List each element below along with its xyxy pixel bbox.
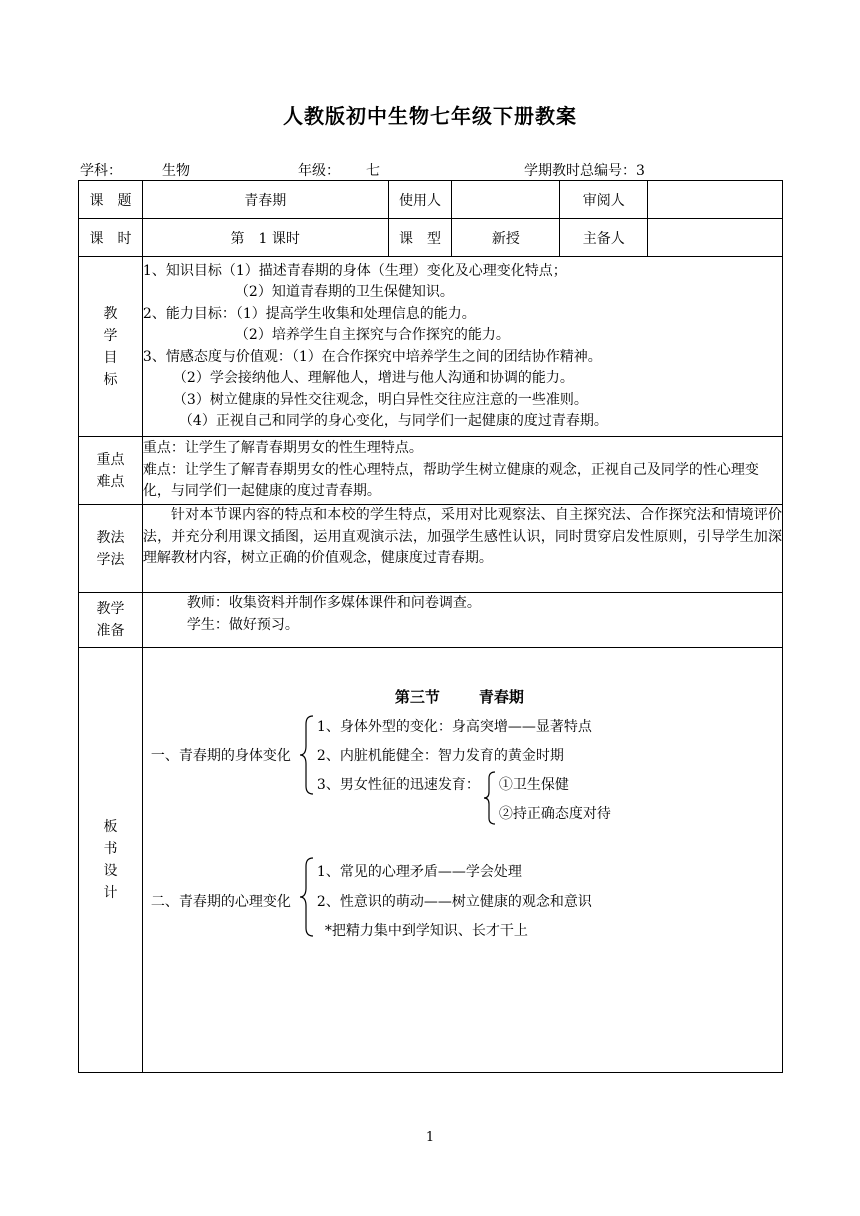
page-number: 1	[425, 1130, 435, 1145]
board-heading-topic: 青春期	[478, 688, 524, 706]
methods-content: 针对本节课内容的特点和本校的学生特点，采用对比观察法、自主探究法、合作探究法和情境评价法，并充分利用课文插图，运用直观演示法，加强学生感性认识，同时贯穿启发性原则，引导学生加深理解教材内容，树立正确的价值观念，健康度过青春期。	[142, 505, 782, 593]
part1-title: 一、青春期的身体变化	[150, 748, 291, 764]
board-design-label: 板 书 设 计	[79, 648, 143, 1073]
key-points-content: 重点：让学生了解青春期男女的性生理特点。 难点：让学生了解青春期男女的性心理特点，帮助学生树立健康的观念，正视自己及同学的性心理变化，与同学们一起健康的度过青春期。	[142, 437, 782, 505]
part2-item-3: *把精力集中到学知识、长才干上	[324, 923, 528, 939]
methods-row	[79, 505, 783, 593]
objectives-label: 教 学 目 标	[79, 257, 143, 437]
key-points-label: 重点 难点	[79, 437, 143, 505]
lesson-plan-table	[78, 180, 783, 1073]
objectives-row	[79, 257, 783, 437]
reviewer-label: 审阅人	[560, 181, 648, 219]
serial-number: 学期教时总编号：3	[524, 163, 645, 179]
user-label: 使用人	[388, 181, 452, 219]
part2-brace	[299, 856, 315, 938]
table-row	[79, 181, 783, 219]
subject-label: 学科：	[80, 163, 122, 179]
preparer-value	[648, 219, 783, 257]
part1-item-2: 2、内脏机能健全：智力发育的黄金时期	[316, 748, 564, 764]
part1-sub-1: ①卫生保健	[498, 777, 569, 793]
part2-item-2: 2、性意识的萌动——树立健康的观念和意识	[316, 894, 592, 910]
type-label: 课 型	[388, 219, 452, 257]
topic-value: 青春期	[142, 181, 388, 219]
part2-title: 二、青春期的心理变化	[150, 894, 291, 910]
type-value: 新授	[452, 219, 560, 257]
board-heading-section: 第三节	[394, 688, 440, 706]
table-row	[79, 219, 783, 257]
preparation-label: 教学 准备	[79, 593, 143, 648]
period-label: 课 时	[79, 219, 143, 257]
board-design-content	[142, 648, 782, 1073]
preparer-label: 主备人	[560, 219, 648, 257]
part1-sub-brace	[483, 770, 497, 826]
period-value: 第 1 课时	[142, 219, 388, 257]
key-points-row	[79, 437, 783, 505]
subject-value: 生物	[162, 163, 190, 179]
part1-item-1: 1、身体外型的变化：身高突增——显著特点	[316, 719, 592, 735]
part1-brace	[299, 714, 315, 796]
grade-label: 年级：	[298, 163, 340, 179]
part2-item-1: 1、常见的心理矛盾——学会处理	[316, 864, 522, 880]
user-value	[452, 181, 560, 219]
document-title: 人教版初中生物七年级下册教案	[283, 104, 577, 128]
topic-label: 课 题	[79, 181, 143, 219]
objectives-content: 1、知识目标（1）描述青春期的身体（生理）变化及心理变化特点； （2）知道青春期的卫生保健知识。 2、能力目标：（1）提高学生收集和处理信息的能力。 （2）培养学生自主探究与合作探究的能力。 3、情感态度与价值观：（1）在合作探究中培养学生之间的团结协作精神。 （2）学会接纳他人、理解他人，增进与他人沟通和协调的能力。 （3）树立健康的异性交往观念，明白异性交往应注意的一些准则。 （4）正视自己和同学的身心变化，与同学们一起健康的度过青春期。	[142, 257, 782, 437]
preparation-row	[79, 593, 783, 648]
methods-label: 教法 学法	[79, 505, 143, 593]
reviewer-value	[648, 181, 783, 219]
part1-sub-2: ②持正确态度对待	[498, 806, 611, 822]
board-design-row	[79, 648, 783, 1073]
preparation-content: 教师：收集资料并制作多媒体课件和问卷调查。 学生：做好预习。	[142, 593, 782, 648]
part1-item-3: 3、男女性征的迅速发育：	[316, 777, 480, 793]
grade-value: 七	[366, 163, 380, 179]
